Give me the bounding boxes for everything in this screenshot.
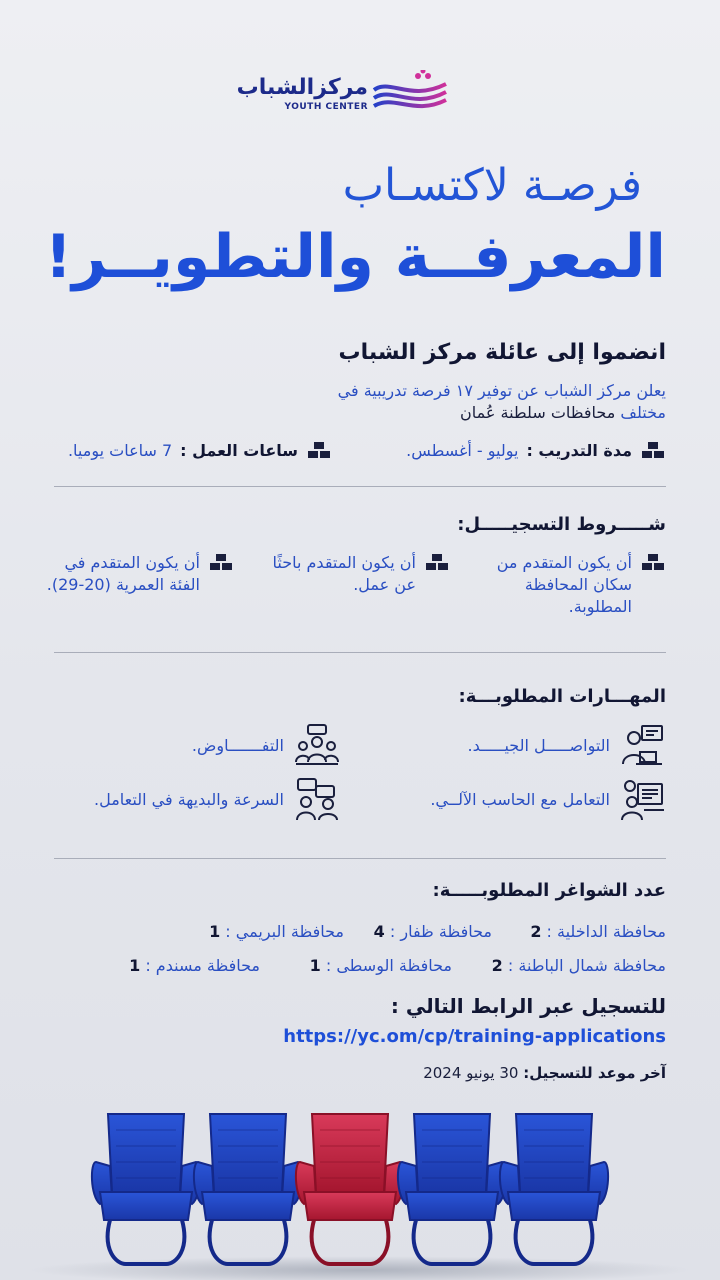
registration-link[interactable]: https://yc.om/cp/training-applications: [283, 1026, 666, 1047]
blocks-bullet-icon: [640, 440, 666, 460]
deadline-value: 30 يونيو 2024: [423, 1064, 524, 1082]
vacancy-count: 2: [491, 956, 503, 975]
deadline-label: آخر موعد للتسجيل:: [523, 1064, 666, 1082]
vacancy-item: [129, 956, 260, 975]
join-title: انضموا إلى عائلة مركز الشباب: [338, 340, 666, 365]
blocks-bullet-icon: [424, 552, 450, 572]
blocks-bullet-icon: [640, 552, 666, 572]
chat-people-icon: [294, 776, 340, 822]
duration-label: مدة التدريب :: [526, 440, 632, 460]
vacancies-row-1: [46, 922, 666, 948]
training-duration: [406, 440, 666, 460]
governorate-name: محافظة البريمي :: [225, 922, 344, 941]
condition-item: [476, 552, 666, 618]
person-laptop-icon: [620, 722, 666, 768]
governorate-name: محافظة ظفار :: [389, 922, 492, 941]
headline-line-1: فرصـة لاكتسـاب: [342, 160, 642, 211]
vacancy-item: [492, 956, 666, 975]
logo-arabic-name: مركزالشباب: [236, 75, 368, 100]
logo-english-name: YOUTH CENTER: [284, 102, 368, 112]
condition-text: أن يكون المتقدم في الفئة العمرية (20-29).: [46, 553, 200, 594]
skill-item: [430, 776, 666, 822]
intro-line-2-b: محافظات سلطنة عُمان: [460, 403, 621, 422]
blocks-bullet-icon: [306, 440, 332, 460]
blocks-bullet-icon: [208, 552, 234, 572]
working-hours: [68, 440, 332, 460]
governorate-name: محافظة الداخلية :: [546, 922, 666, 941]
blue-chair: [398, 1114, 506, 1264]
divider: [54, 652, 666, 653]
vacancies-title: عدد الشواغر المطلوبـــــة:: [432, 880, 666, 901]
logo-mark-icon: [370, 70, 450, 120]
duration-value: يوليو - أغسطس.: [406, 440, 519, 460]
skill-text: التعامل مع الحاسب الآلــي.: [430, 789, 610, 809]
governorate-name: محافظة الوسطى :: [325, 956, 452, 975]
intro-line-2: [46, 402, 666, 424]
blue-chair: [92, 1114, 200, 1264]
vacancy-count: 2: [530, 922, 542, 941]
skill-item: [468, 722, 666, 768]
info-row: [46, 440, 666, 470]
youth-center-logo: [236, 70, 458, 122]
intro-text: [46, 380, 666, 424]
headline-line-2: المعرفــة والتطويــر!: [44, 222, 666, 292]
skill-text: التفـــــــاوض.: [191, 735, 284, 755]
vacancy-count: 4: [373, 922, 385, 941]
vacancy-item: [310, 956, 452, 975]
vacancy-item: [209, 922, 344, 941]
skills-title: المهـــارات المطلوبـــة:: [458, 686, 666, 707]
hours-value: 7 ساعات يوميا.: [67, 440, 173, 460]
negotiation-group-icon: [294, 722, 340, 768]
hours-label: ساعات العمل :: [180, 440, 298, 460]
condition-text: أن يكون المتقدم باحثًا عن عمل.: [272, 553, 416, 594]
blue-chair: [500, 1114, 608, 1264]
computer-user-icon: [620, 776, 666, 822]
vacancy-count: 1: [309, 956, 321, 975]
vacancy-item: [530, 922, 666, 941]
condition-item: [44, 552, 234, 596]
governorate-name: محافظة مسندم :: [145, 956, 260, 975]
skill-item: [192, 722, 340, 768]
conditions-title: شـــــروط التسجيـــــل:: [457, 514, 666, 535]
vacancy-count: 1: [209, 922, 221, 941]
condition-text: أن يكون المتقدم من سكان المحافظة المطلوبة.: [496, 553, 632, 616]
vacancy-item: [374, 922, 492, 941]
skill-text: التواصـــــل الجيـــــد.: [467, 735, 610, 755]
registration-title: للتسجيل عبر الرابط التالي :: [390, 994, 666, 1018]
skill-item: [94, 776, 340, 822]
blue-chair: [194, 1114, 302, 1264]
red-chair: [296, 1114, 404, 1264]
intro-line-1: يعلن مركز الشباب عن توفير ١٧ فرصة تدريبية في: [337, 381, 666, 400]
condition-item: [260, 552, 450, 596]
divider: [54, 486, 666, 487]
intro-line-2-a: مختلف: [620, 403, 666, 422]
vacancy-count: 1: [129, 956, 141, 975]
vacancies-row-2: [46, 956, 666, 982]
chairs-illustration: [0, 1100, 720, 1280]
governorate-name: محافظة شمال الباطنة :: [507, 956, 666, 975]
registration-deadline: [423, 1064, 666, 1082]
skill-text: السرعة والبديهة في التعامل.: [94, 789, 284, 809]
divider: [54, 858, 666, 859]
